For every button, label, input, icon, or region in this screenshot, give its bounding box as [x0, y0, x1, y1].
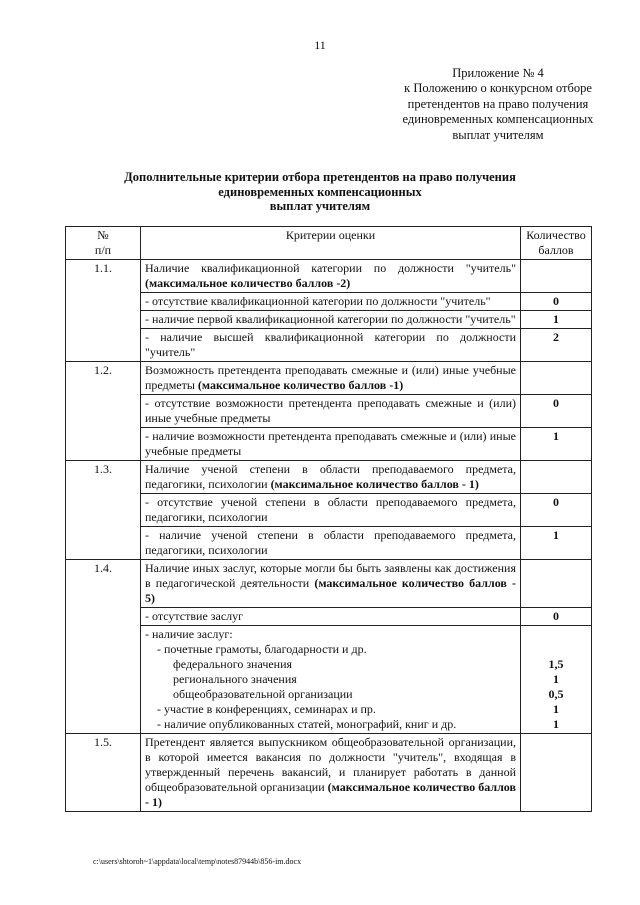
table-row	[66, 626, 592, 734]
table-row	[66, 527, 592, 560]
table-row	[66, 362, 592, 395]
criterion-option: - наличие высшей квалификационной категории по должности "учитель"	[141, 329, 521, 362]
criterion-option: - наличие возможности претендента преподавать смежные и (или) иные учебные предметы	[141, 428, 521, 461]
appendix-line: Приложение № 4	[452, 66, 544, 80]
table-row	[66, 494, 592, 527]
criterion-max: (максимальное количество баллов -2)	[145, 276, 351, 290]
table-row	[66, 560, 592, 608]
criterion-title	[141, 362, 521, 395]
table-row	[66, 260, 592, 293]
merits-list	[141, 626, 521, 734]
merit-org: общеобразовательной организации	[173, 687, 353, 701]
criterion-max: (максимальное количество баллов - 1)	[270, 477, 479, 491]
merits-lead: - наличие заслуг:	[145, 627, 233, 641]
title-line: выплат учителям	[269, 199, 371, 213]
row-number: 1.3.	[66, 461, 141, 560]
points-value: 2	[521, 329, 592, 362]
points-value: 0	[521, 395, 592, 428]
criterion-title	[141, 734, 521, 812]
table-row	[66, 329, 592, 362]
row-number: 1.5.	[66, 734, 141, 812]
merit-publications: - наличие опубликованных статей, монографий, книг и др.	[157, 717, 457, 731]
criterion-option: - наличие первой квалификационной категории по должности "учитель"	[141, 311, 521, 329]
table-row	[66, 461, 592, 494]
row-number: 1.1.	[66, 260, 141, 362]
criterion-title	[141, 260, 521, 293]
table-row	[66, 428, 592, 461]
table-row	[66, 293, 592, 311]
criterion-option: - наличие ученой степени в области преподаваемого предмета, педагогики, психологии	[141, 527, 521, 560]
footer-file-path: c:\users\shtoroh~1\appdata\local\temp\notes87944b\856-im.docx	[93, 857, 302, 866]
table-row	[66, 311, 592, 329]
points-cell	[521, 461, 592, 494]
row-number: 1.2.	[66, 362, 141, 461]
criterion-text: Наличие иных заслуг, которые могли бы быть заявлены как достижения в педагогической деятельности	[145, 561, 516, 590]
points-value: 1	[521, 311, 592, 329]
merit-federal: федерального значения	[173, 657, 293, 671]
criterion-option: - отсутствие ученой степени в области преподаваемого предмета, педагогики, психологии	[141, 494, 521, 527]
points-cell	[521, 260, 592, 293]
criterion-title	[141, 461, 521, 494]
criterion-max: (максимальное количество баллов -1)	[197, 378, 404, 392]
merit-honors: - почетные грамоты, благодарности и др.	[157, 642, 367, 656]
merit-conferences: - участие в конференциях, семинарах и пр.	[157, 702, 376, 716]
points-value: 1,5	[548, 657, 564, 671]
appendix-note	[372, 66, 624, 143]
criteria-table	[65, 226, 592, 812]
criterion-title	[141, 560, 521, 608]
criterion-max: (максимальное количество баллов - 5)	[145, 576, 517, 605]
title-line: Дополнительные критерии отбора претендентов на право получения	[124, 170, 516, 184]
row-number: 1.4.	[66, 560, 141, 734]
merits-points	[521, 626, 592, 734]
points-cell	[521, 362, 592, 395]
document-title	[0, 170, 640, 214]
appendix-line: претендентов на право получения	[407, 96, 589, 111]
header-points: Количество баллов	[521, 227, 592, 260]
points-value: 0	[521, 293, 592, 311]
appendix-line: к Положению о конкурсном отборе	[404, 81, 592, 96]
points-value: 0	[521, 494, 592, 527]
page-number: 11	[314, 38, 326, 52]
criterion-text: Наличие квалификационной категории по должности "учитель"	[145, 261, 516, 275]
points-value: 0	[521, 608, 592, 626]
points-value: 1	[521, 527, 592, 560]
criterion-option: - отсутствие заслуг	[141, 608, 521, 626]
appendix-line: выплат учителям	[452, 127, 544, 142]
table-header-row	[66, 227, 592, 260]
criterion-max: (максимальное количество баллов - 1)	[145, 780, 516, 809]
criterion-option: - отсутствие возможности претендента преподавать смежные и (или) иные учебные предметы	[141, 395, 521, 428]
criterion-option: - отсутствие квалификационной категории по должности "учитель"	[141, 293, 521, 311]
points-value: 1	[553, 717, 559, 731]
header-number: № п/п	[66, 227, 141, 260]
criterion-text: Возможность претендента преподавать смежные и (или) иные учебные предметы	[145, 363, 516, 392]
appendix-line: единовременных компенсационных	[402, 112, 594, 127]
table-row	[66, 395, 592, 428]
criterion-text: Претендент является выпускником общеобразовательной организации, в которой имеется вакансия по должности "учитель", входящая в утвержденный перечень вакансий, и планирует работать в данной общеобразовательной организации	[145, 735, 516, 794]
header-criteria: Критерии оценки	[141, 227, 521, 260]
table-row	[66, 608, 592, 626]
points-value: 1	[553, 702, 559, 716]
points-value: 1	[521, 428, 592, 461]
points-cell	[521, 734, 592, 812]
title-line: единовременных компенсационных	[218, 184, 422, 199]
points-value: 0,5	[548, 687, 564, 701]
points-value: 1	[553, 672, 559, 686]
table-row	[66, 734, 592, 812]
criterion-text: Наличие ученой степени в области преподаваемого предмета, педагогики, психологии	[145, 462, 516, 491]
merit-regional: регионального значения	[173, 672, 297, 686]
points-cell	[521, 560, 592, 608]
